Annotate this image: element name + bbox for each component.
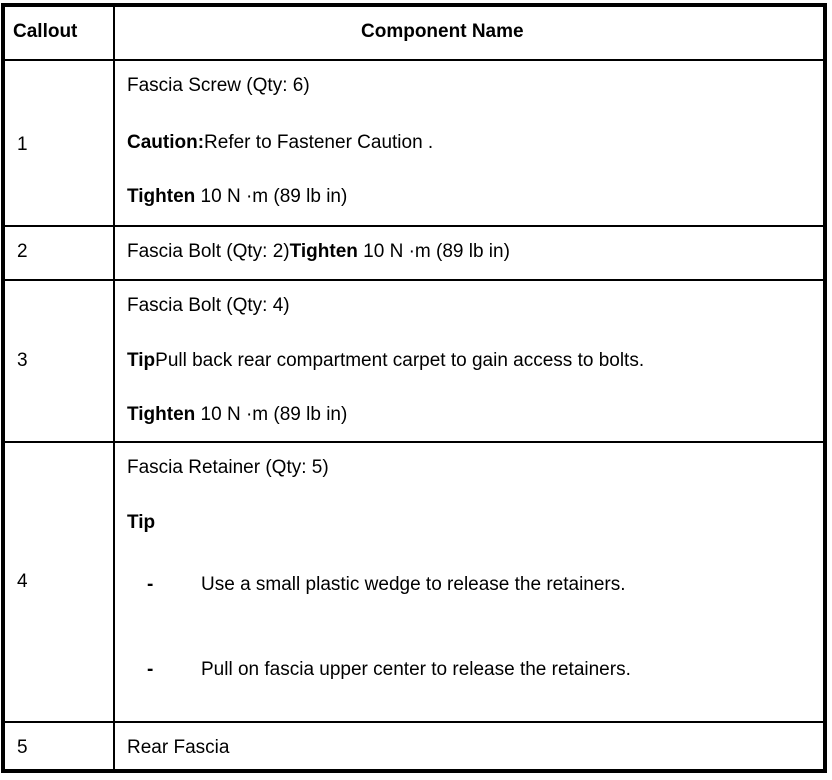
table-row: [5, 443, 823, 723]
callout-cell: [5, 281, 115, 441]
component-name: Fascia Screw (Qty: 6): [127, 75, 310, 96]
component-name: Fascia Retainer (Qty: 5): [127, 457, 329, 478]
header-component-name: Component Name: [361, 21, 524, 42]
tip-bullet: Use a small plastic wedge to release the retainers.: [201, 574, 626, 595]
tighten-label: Tighten: [127, 404, 196, 425]
bullet-marker: -: [147, 574, 154, 595]
component-cell: [115, 281, 823, 441]
callout-number: 4: [17, 571, 28, 592]
tip-label: Tip: [127, 350, 156, 371]
header-callout: Callout: [13, 21, 78, 42]
component-name: Rear Fascia: [127, 737, 230, 758]
header-cell-callout: [5, 7, 115, 59]
callout-cell: [5, 61, 115, 225]
tip-line: [127, 350, 644, 372]
component-name: Fascia Bolt (Qty: 4): [127, 295, 290, 316]
tighten-label: Tighten: [127, 186, 196, 207]
tighten-value: 10 N ·m (89 lb in): [357, 241, 510, 262]
tighten-value: 10 N ·m (89 lb in): [195, 404, 348, 425]
callout-number: 2: [17, 241, 28, 262]
table-row: [5, 723, 823, 773]
tip-label: Tip: [127, 512, 156, 533]
table-row: [5, 281, 823, 443]
component-cell: [115, 443, 823, 721]
table-row: [5, 227, 823, 281]
callout-cell: [5, 443, 115, 721]
component-table: [1, 3, 827, 773]
header-cell-component: [115, 7, 823, 59]
callout-number: 1: [17, 134, 28, 155]
tighten-line: [127, 404, 347, 426]
component-name: Fascia Bolt (Qty: 2): [127, 241, 290, 262]
tip-text: Pull back rear compartment carpet to gain access to bolts.: [155, 350, 645, 371]
component-cell: [115, 723, 823, 773]
caution-line: [127, 132, 433, 154]
callout-number: 3: [17, 350, 28, 371]
caution-label: Caution:: [127, 132, 205, 153]
bullet-marker: -: [147, 659, 154, 680]
tip-bullet: Pull on fascia upper center to release the retainers.: [201, 659, 631, 680]
caution-text: Refer to Fastener Caution .: [204, 132, 434, 153]
component-line: [127, 241, 510, 263]
component-cell: [115, 61, 823, 225]
callout-cell: [5, 723, 115, 773]
tighten-label: Tighten: [289, 241, 358, 262]
tighten-value: 10 N ·m (89 lb in): [195, 186, 348, 207]
callout-number: 5: [17, 737, 28, 758]
component-cell: [115, 227, 823, 279]
callout-cell: [5, 227, 115, 279]
table-row: [5, 61, 823, 227]
table-header-row: [5, 7, 823, 61]
tighten-line: [127, 186, 347, 208]
